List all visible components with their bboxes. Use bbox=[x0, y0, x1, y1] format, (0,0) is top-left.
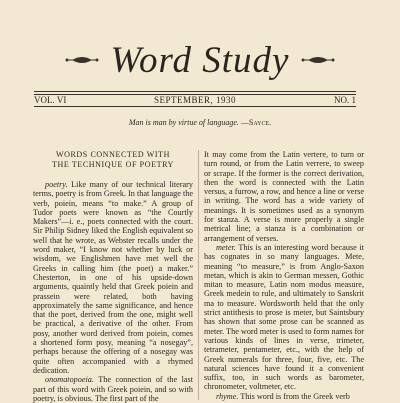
issue-line bbox=[34, 94, 356, 106]
keyword-onomatopoeia: onomatopoeia. bbox=[45, 375, 94, 385]
masthead bbox=[0, 40, 400, 82]
right-column bbox=[204, 150, 364, 401]
paragraph-rhyme-text: This word is from the Greek verb bbox=[238, 391, 350, 401]
issue-number: NO. 1 bbox=[334, 95, 356, 105]
left-column bbox=[33, 150, 193, 403]
article-headline bbox=[33, 150, 193, 170]
column-divider bbox=[198, 150, 199, 400]
paragraph-poetry-text: Like many of our technical literary terms, poetry is from Greek. In that language the verb, poiein, means “to make.” A group of Tudor poets were known as “the Courtly Makers”—i. e., poets connected with the court. Sir Philip Sidney liked the English equivalent so well that he wrote, as Webster recalls under the word maker, “I know not whether by luck or wisdom, we Englishmen have met well the Greeks in calling him (the poet) a maker.” Chesterton, in one of his upside-down arguments, quaintly held that Greek poiein and prassein were related, both having approximately the same significance, and hence that the poet, derived from the one, might well be practical, a derivative of the other. From posy, another word derived from poiein, comes a shortened form posy, meaning “a nosegay”, perhaps because the offering of a nosegay was quite often accompanied with a rhymed dedication. bbox=[33, 180, 193, 375]
paragraph-verse-continued bbox=[204, 150, 364, 243]
paragraph-onomatopoeia bbox=[33, 375, 193, 403]
headline-line-1: WORDS CONNECTED WITH bbox=[55, 150, 171, 159]
motto-text: Man is man by virtue of language. bbox=[128, 118, 239, 127]
ornament-left-icon bbox=[64, 53, 100, 67]
keyword-poetry: poetry. bbox=[45, 180, 68, 189]
newsletter-title: Word Study bbox=[110, 40, 290, 81]
paragraph-verse-text: It may come from the Latin vertere, to turn or turn round, or from the Latin verrere, to sweep or scrape. If the former is the correct derivation, then the word is connected with the Latin versus, a furrow, a row, and hence a line or verse in writing. The word has a wide variety of meanings. It is sometimes used as a synonym for stanza. A verse is more properly a single metrical line; a stanza is a combination or arrangement of verses. bbox=[204, 150, 364, 243]
motto-source: —Sayce. bbox=[240, 118, 272, 127]
issue-date: SEPTEMBER, 1930 bbox=[153, 95, 236, 105]
paragraph-meter bbox=[204, 243, 364, 392]
top-rule bbox=[34, 91, 356, 92]
bottom-rule bbox=[34, 106, 356, 107]
volume-label: VOL. VI bbox=[34, 95, 67, 105]
paragraph-poetry bbox=[33, 180, 193, 375]
paragraph-meter-text: This is an interesting word because it has cognates in so many languages. Mete, meaning “to measure,” is from Anglo-Saxon metan, which is akin to German messen, Gothic mitan to measure, Latin nom modus measure, Greek medein to rule, and ultimately to Sanskrit ma to measure. Wordsworth held that the only strict antithesis to prose is meter, but Saintsbury has shown that some prose can be scanned as meter. The word meter is used to form names for various kinds of lines in verse, trimeter, tetrameter, pentameter, etc., with the help of Greek numerals for three, four, five, etc. The natural sciences have found it a convenient suffix, too, in such words as barometer, chronometer, voltmeter, etc. bbox=[204, 242, 364, 392]
ornament-right-icon bbox=[300, 53, 336, 67]
paragraph-onomatopoeia-text: The connection of the last part of this word with Greek poiein, and so with poetry, is obvious. The first part of the bbox=[33, 375, 193, 403]
headline-line-2: THE TECHNIQUE OF POETRY bbox=[52, 160, 174, 169]
keyword-rhyme: rhyme. bbox=[216, 391, 239, 401]
motto bbox=[0, 118, 400, 127]
keyword-meter: meter. bbox=[216, 242, 236, 252]
